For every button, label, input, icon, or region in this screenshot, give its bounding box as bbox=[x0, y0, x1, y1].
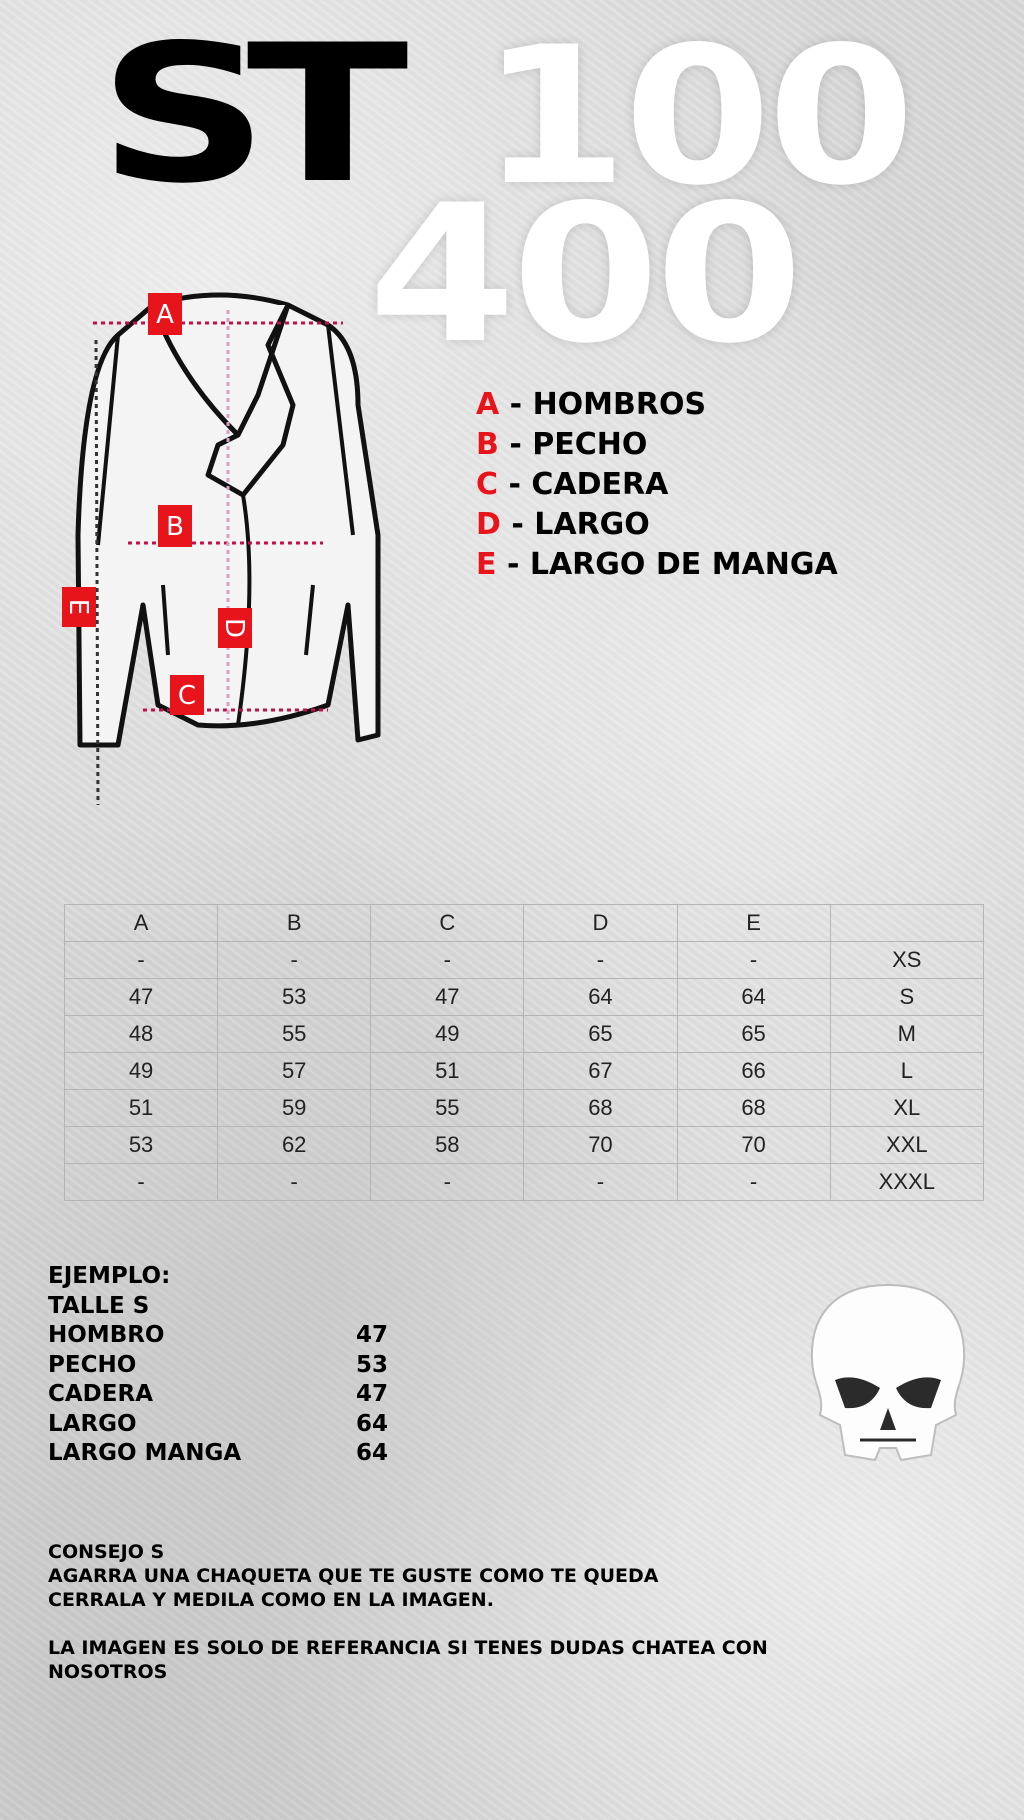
example-label: LARGO bbox=[48, 1410, 137, 1437]
example-value: 64 bbox=[356, 1410, 389, 1437]
legend-label: LARGO bbox=[534, 507, 650, 542]
table-cell: 49 bbox=[65, 1053, 218, 1090]
example-label: CADERA bbox=[48, 1381, 153, 1407]
table-cell: - bbox=[65, 1164, 218, 1201]
table-cell: 47 bbox=[371, 979, 524, 1016]
example-section bbox=[48, 1262, 389, 1469]
tips-heading: CONSEJO S bbox=[48, 1541, 165, 1563]
table-cell: 47 bbox=[65, 979, 218, 1016]
table-cell: 58 bbox=[371, 1127, 524, 1164]
marker-c bbox=[170, 675, 204, 715]
table-cell: 55 bbox=[371, 1090, 524, 1127]
table-cell: 70 bbox=[677, 1127, 830, 1164]
table-cell: 65 bbox=[524, 1016, 677, 1053]
table-cell: 65 bbox=[677, 1016, 830, 1053]
size-cell: XL bbox=[830, 1090, 983, 1127]
table-cell: - bbox=[218, 942, 371, 979]
header-cell: C bbox=[371, 905, 524, 942]
skull-icon bbox=[800, 1280, 976, 1470]
table-cell: 66 bbox=[677, 1053, 830, 1090]
size-cell: L bbox=[830, 1053, 983, 1090]
table-cell: 57 bbox=[218, 1053, 371, 1090]
legend-separator: - bbox=[500, 507, 535, 542]
table-cell: 53 bbox=[218, 979, 371, 1016]
header-cell bbox=[830, 905, 983, 942]
example-label: HOMBRO bbox=[48, 1322, 165, 1348]
table-cell: 68 bbox=[524, 1090, 677, 1127]
marker-c-label: C bbox=[177, 681, 197, 711]
tips-line: NOSOTROS bbox=[48, 1661, 168, 1683]
table-row bbox=[65, 942, 984, 979]
marker-a-label: A bbox=[156, 300, 174, 330]
measurement-legend bbox=[476, 385, 838, 585]
example-value: 53 bbox=[356, 1351, 389, 1378]
table-row bbox=[65, 1127, 984, 1164]
table-row bbox=[65, 1090, 984, 1127]
legend-label: LARGO DE MANGA bbox=[529, 547, 838, 582]
header-cell: E bbox=[677, 905, 830, 942]
header-cell: B bbox=[218, 905, 371, 942]
size-cell: M bbox=[830, 1016, 983, 1053]
marker-b bbox=[158, 505, 192, 547]
title-400: 400 bbox=[368, 164, 799, 385]
table-row bbox=[65, 1164, 984, 1201]
table-cell: 48 bbox=[65, 1016, 218, 1053]
legend-letter: B bbox=[476, 427, 499, 462]
size-cell: XXXL bbox=[830, 1164, 983, 1201]
table-cell: - bbox=[371, 942, 524, 979]
marker-d bbox=[218, 608, 252, 648]
table-cell: 53 bbox=[65, 1127, 218, 1164]
example-label: LARGO MANGA bbox=[48, 1440, 242, 1466]
example-row bbox=[48, 1321, 389, 1351]
size-cell: XXL bbox=[830, 1127, 983, 1164]
example-size: TALLE S bbox=[48, 1292, 150, 1319]
table-cell: 51 bbox=[371, 1053, 524, 1090]
tips-line: AGARRA UNA CHAQUETA QUE TE GUSTE COMO TE QUEDA bbox=[48, 1565, 659, 1587]
marker-e-label: E bbox=[63, 598, 93, 616]
table-cell: 51 bbox=[65, 1090, 218, 1127]
table-cell: 68 bbox=[677, 1090, 830, 1127]
example-value: 64 bbox=[356, 1440, 389, 1466]
table-cell: - bbox=[677, 1164, 830, 1201]
legend-separator: - bbox=[496, 547, 530, 582]
table-cell: 55 bbox=[218, 1016, 371, 1053]
header-cell: D bbox=[524, 905, 677, 942]
size-cell: XS bbox=[830, 942, 983, 979]
tips-spacer bbox=[48, 1612, 988, 1636]
table-cell: 70 bbox=[524, 1127, 677, 1164]
table-cell: - bbox=[371, 1164, 524, 1201]
table-cell: - bbox=[677, 942, 830, 979]
table-cell: - bbox=[524, 942, 677, 979]
legend-letter: A bbox=[476, 387, 500, 422]
legend-separator: - bbox=[498, 427, 533, 462]
legend-item-e bbox=[476, 545, 838, 585]
legend-label: HOMBROS bbox=[532, 387, 707, 422]
table-cell: 59 bbox=[218, 1090, 371, 1127]
example-value: 47 bbox=[356, 1322, 389, 1348]
legend-label: PECHO bbox=[532, 427, 648, 462]
marker-e bbox=[62, 587, 96, 627]
example-row bbox=[48, 1380, 389, 1410]
example-value: 47 bbox=[356, 1381, 389, 1407]
jacket-diagram bbox=[58, 285, 448, 825]
legend-item-d bbox=[476, 505, 838, 545]
table-header-row bbox=[65, 905, 984, 942]
table-cell: 49 bbox=[371, 1016, 524, 1053]
size-cell: S bbox=[830, 979, 983, 1016]
legend-item-b bbox=[476, 425, 838, 465]
legend-letter: D bbox=[476, 507, 501, 542]
example-heading: EJEMPLO: bbox=[48, 1263, 171, 1289]
marker-b-label: B bbox=[166, 512, 184, 542]
legend-letter: C bbox=[476, 467, 499, 502]
table-cell: 62 bbox=[218, 1127, 371, 1164]
tips-section bbox=[48, 1540, 988, 1684]
marker-a bbox=[148, 293, 182, 335]
legend-label: CADERA bbox=[531, 467, 669, 502]
table-cell: - bbox=[218, 1164, 371, 1201]
tips-line: LA IMAGEN ES SOLO DE REFERANCIA SI TENES DUDAS CHATEA CON bbox=[48, 1637, 768, 1659]
legend-letter: E bbox=[476, 547, 497, 582]
table-row bbox=[65, 1053, 984, 1090]
marker-d-label: D bbox=[219, 617, 249, 639]
legend-item-c bbox=[476, 465, 838, 505]
example-label: PECHO bbox=[48, 1351, 137, 1378]
table-cell: - bbox=[65, 942, 218, 979]
table-cell: 64 bbox=[524, 979, 677, 1016]
header-cell: A bbox=[65, 905, 218, 942]
legend-separator: - bbox=[499, 387, 533, 422]
legend-item-a bbox=[476, 385, 838, 425]
table-cell: - bbox=[524, 1164, 677, 1201]
title-st: ST bbox=[98, 4, 387, 225]
example-row bbox=[48, 1410, 389, 1440]
table-row bbox=[65, 979, 984, 1016]
size-table bbox=[64, 904, 984, 1201]
table-row bbox=[65, 1016, 984, 1053]
tips-line: CERRALA Y MEDILA COMO EN LA IMAGEN. bbox=[48, 1589, 494, 1611]
table-cell: 64 bbox=[677, 979, 830, 1016]
example-row bbox=[48, 1439, 389, 1469]
title-100: 100 bbox=[480, 6, 911, 227]
table-cell: 67 bbox=[524, 1053, 677, 1090]
legend-separator: - bbox=[498, 467, 532, 502]
example-row bbox=[48, 1351, 389, 1381]
